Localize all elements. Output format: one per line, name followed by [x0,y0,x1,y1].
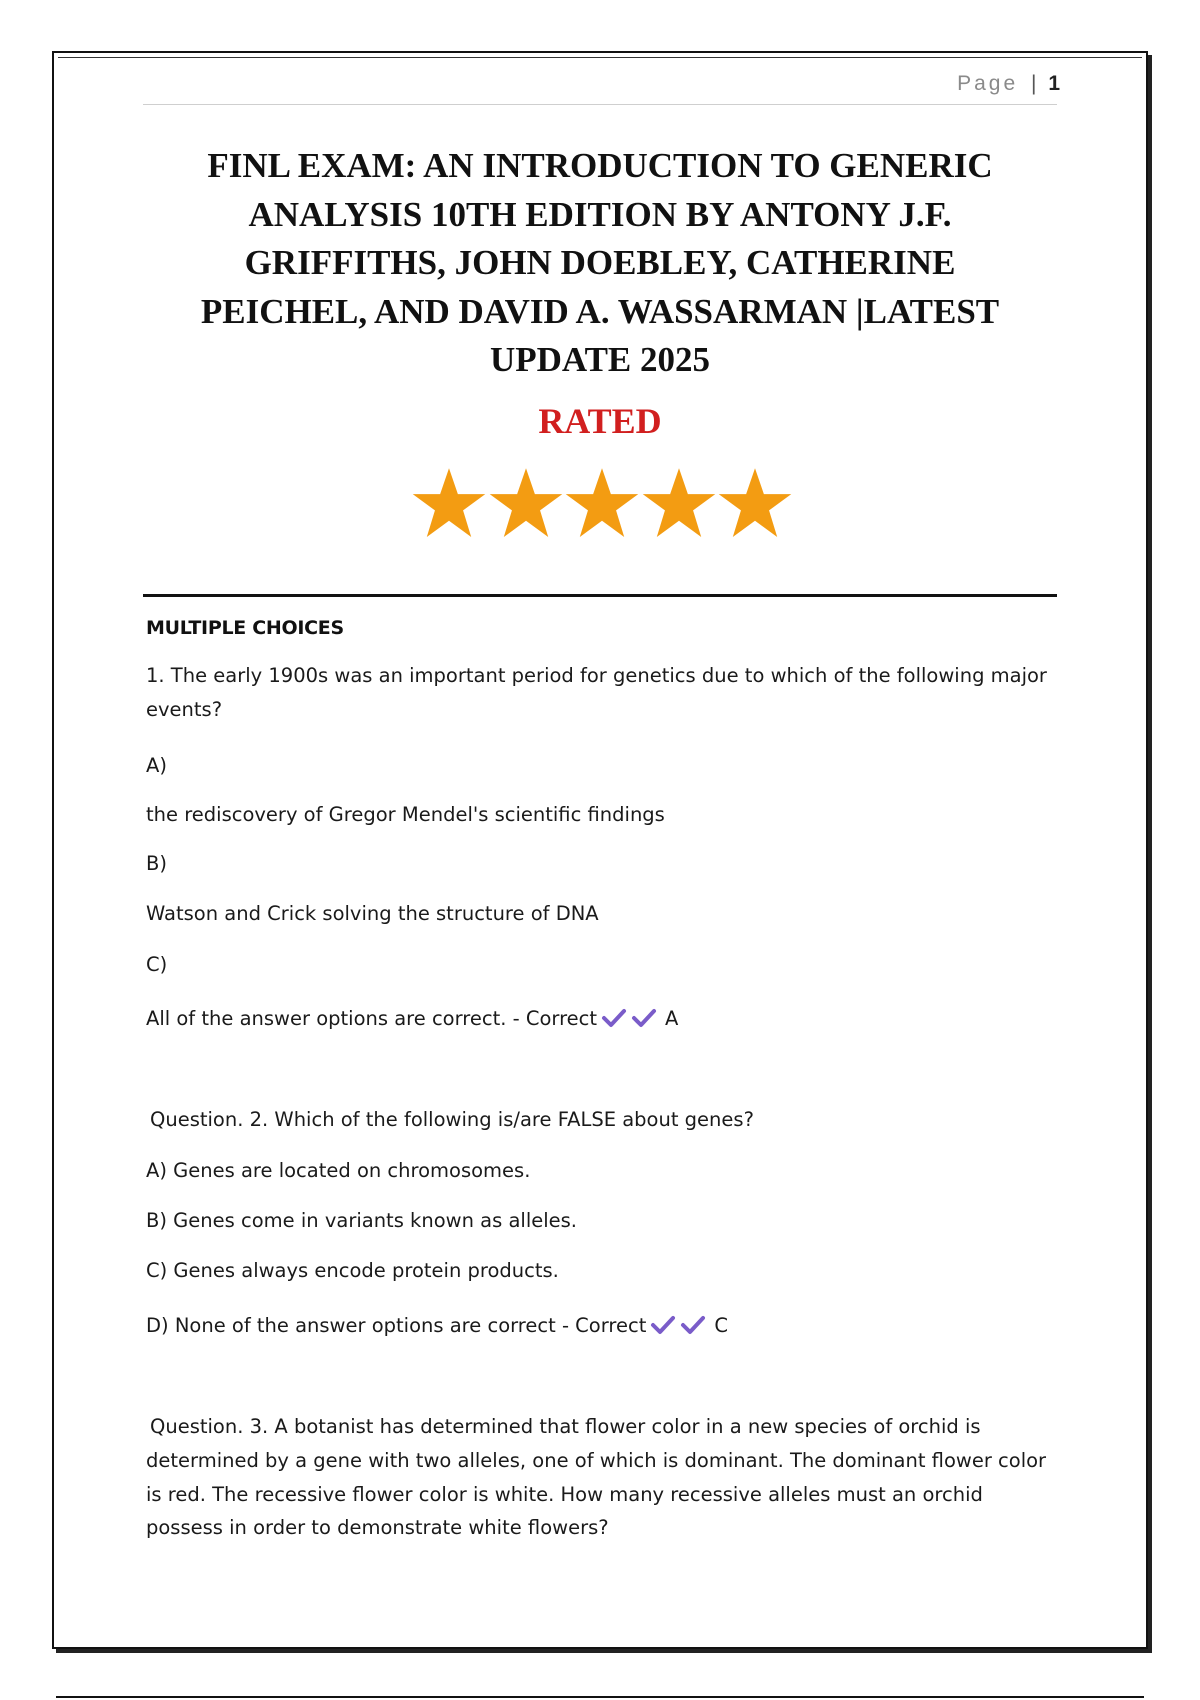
question-1-option-letter: C) [146,953,168,976]
section-heading: MULTIPLE CHOICES [146,617,344,639]
check-icon [650,1315,676,1335]
question-2-prompt: Question. 2. Which of the following is/are FALSE about genes? [150,1108,754,1131]
section-divider [143,594,1057,597]
check-icon [601,1008,627,1028]
star-icon [718,466,792,540]
question-3-prompt-line: possess in order to demonstrate white flowers? [146,1516,609,1539]
star-icon [565,466,639,540]
question-2-option: A) Genes are located on chromosomes. [146,1159,531,1182]
title-line: ANALYSIS 10TH EDITION BY ANTONY J.F. [248,194,952,234]
question-1-prompt-line: events? [146,698,223,721]
question-2-answer-line [146,1314,728,1337]
title-line: GRIFFITHS, JOHN DOEBLEY, CATHERINE [244,243,956,282]
title-line: FINL EXAM: AN INTRODUCTION TO GENERIC [207,146,993,185]
question-1-answer: A [665,1007,679,1030]
page-label: Page [957,72,1019,95]
question-1-option-text: Watson and Crick solving the structure of DNA [146,902,599,925]
question-2-option: B) Genes come in variants known as alleles. [146,1209,578,1232]
next-page-edge [56,1696,1144,1698]
question-1-answer-line [146,1007,678,1030]
document-title [150,142,1050,385]
title-line: PEICHEL, AND DAVID A. WASSARMAN |LATEST [200,291,1000,331]
star-shape [489,468,562,537]
question-1-option-letter: A) [146,754,167,777]
star-icon [412,466,486,540]
page-number [957,72,1060,96]
question-3-prompt-line: is red. The recessive flower color is white. How many recessive alleles must an orchid [146,1483,983,1506]
question-2-option: D) None of the answer options are correct - Correct [146,1314,647,1337]
question-3-prompt-line: Question. 3. A botanist has determined that flower color in a new species of orchid is [150,1415,981,1438]
question-1-option-text: the rediscovery of Gregor Mendel's scientific findings [146,803,665,826]
header-rule [143,104,1057,105]
title-line: UPDATE 2025 [489,340,711,379]
check-icon [680,1315,706,1335]
page-separator: | [1031,72,1040,95]
rated-label: RATED [538,401,662,441]
question-2-option: C) Genes always encode protein products. [146,1259,559,1282]
star-rating [412,466,792,546]
star-icon [489,466,563,540]
star-icon [642,466,716,540]
question-1-prompt-line: 1. The early 1900s was an important period for genetics due to which of the following major [146,664,1047,687]
question-1-option-letter: B) [146,852,167,875]
page-number-value: 1 [1048,72,1060,95]
star-shape [719,468,792,537]
question-1-option-text: All of the answer options are correct. - Correct [146,1007,598,1030]
star-shape [642,468,715,537]
check-icon [631,1008,657,1028]
question-3-prompt-line: determined by a gene with two alleles, one of which is dominant. The dominant flower color [146,1449,1047,1472]
question-2-answer: C [714,1314,728,1337]
star-shape [566,468,639,537]
star-shape [413,468,486,537]
